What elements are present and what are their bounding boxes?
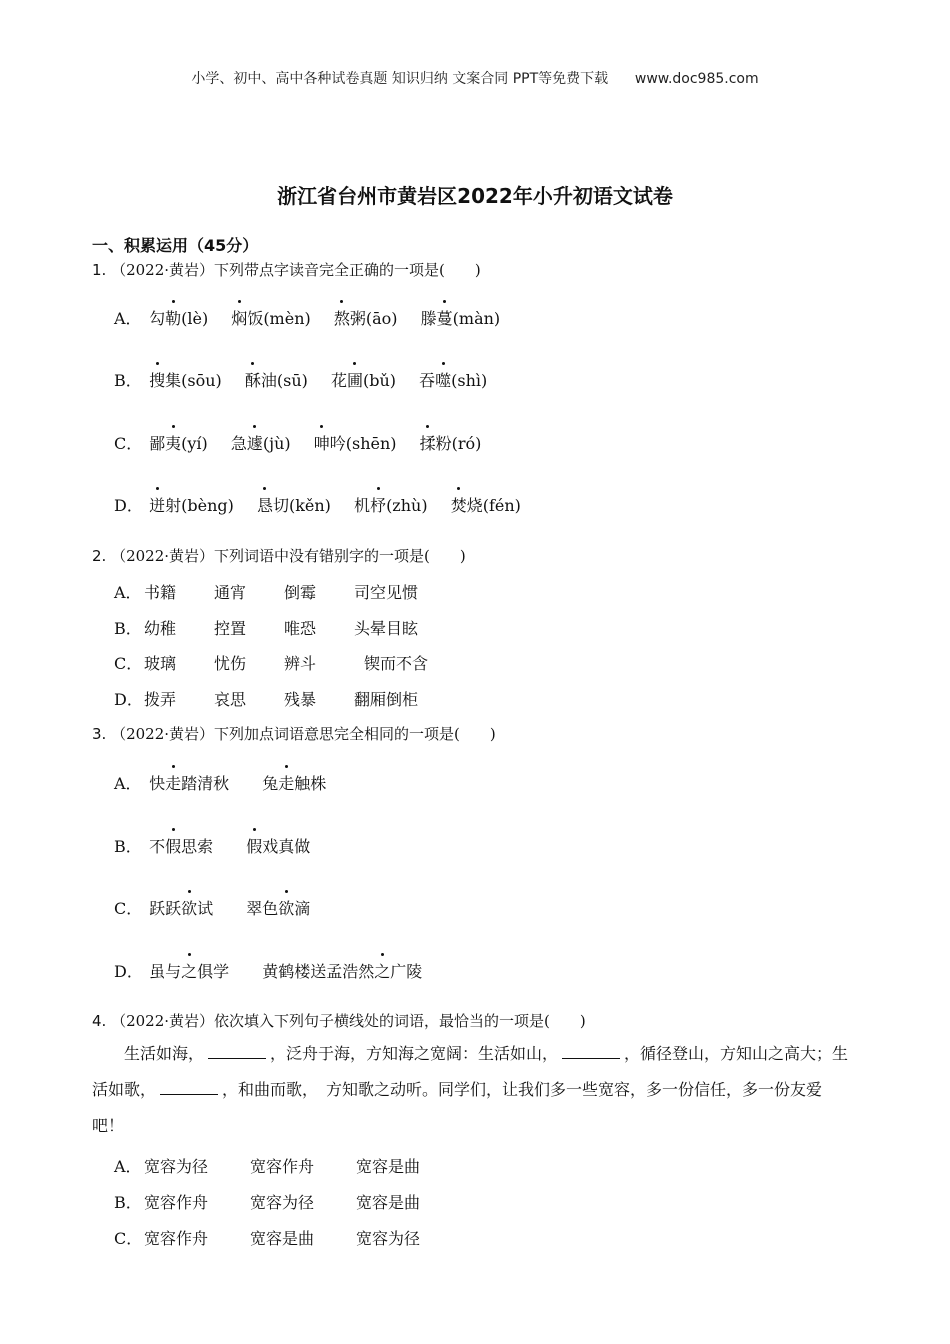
option-label: D． [114, 496, 143, 515]
page-title: 浙江省台州市黄岩区2022年小升初语文试卷 [277, 184, 673, 208]
option-label: B． [114, 1193, 142, 1212]
q4-passage: 生活如海， ，泛舟于海，方知海之宽阔：生活如山， ，循径登山，方知山之高大；生活如歌， ，和曲而歌， 方知歌之动听。同学们，让我们多一些宽容，多一份信任，多一份友爱吧！ [92, 1044, 849, 1135]
word: 熬粥(āo) [334, 306, 398, 329]
option-label: A． [114, 583, 142, 602]
question-number: 3. [92, 725, 107, 743]
q3-option-b [114, 834, 310, 857]
word: 司空见惯 [354, 583, 419, 602]
header-text: 小学、初中、高中各种试卷真题 知识归纳 文案合同 PPT等免费下载 [191, 71, 609, 87]
question-number: 4. [92, 1012, 107, 1030]
answer-blank [562, 1044, 620, 1059]
option-label: C． [114, 899, 143, 918]
word: 迸射(bèng) [149, 493, 234, 516]
word: 翻厢倒柜 [354, 690, 419, 709]
word: 宽容为径 [144, 1157, 209, 1176]
phrase: 快走踏清秋 [149, 771, 229, 794]
option-label: D． [114, 690, 143, 709]
phrase: 虽与之俱学 [149, 959, 229, 982]
q2-option-a [114, 580, 418, 603]
q4-option-b [114, 1190, 420, 1213]
q3-option-c [114, 896, 310, 919]
word: 残暴 [284, 690, 317, 709]
word: 吞噬(shì) [419, 368, 487, 391]
word: 宽容是曲 [356, 1193, 421, 1212]
option-label: A． [114, 1157, 142, 1176]
question-number: 2. [92, 547, 107, 565]
option-label: C． [114, 654, 143, 673]
section-heading: 一、积累运用（45分） [92, 236, 259, 255]
question-1 [92, 259, 481, 280]
q4-option-a [114, 1154, 420, 1177]
word: 勾勒(lè) [149, 306, 208, 329]
word: 锲而不含 [364, 654, 429, 673]
word: 揉粉(ró) [420, 431, 482, 454]
option-label: B． [114, 371, 142, 390]
word: 幼稚 [144, 619, 177, 638]
option-label: C． [114, 434, 143, 453]
q1-option-a [114, 306, 518, 329]
phrase: 假戏真做 [246, 837, 310, 856]
word: 恳切(kěn) [257, 493, 331, 516]
q3-option-a [114, 771, 326, 794]
phrase: 兔走触株 [262, 774, 326, 793]
word: 宽容作舟 [250, 1157, 315, 1176]
phrase: 不假思索 [149, 834, 213, 857]
q2-option-c [114, 651, 428, 674]
question-2 [92, 545, 466, 566]
word: 玻璃 [144, 654, 177, 673]
word: 头晕目眩 [354, 619, 419, 638]
answer-blank [208, 1044, 266, 1059]
word: 书籍 [144, 583, 177, 602]
q2-option-b [114, 616, 418, 639]
word: 呻吟(shēn) [314, 431, 397, 454]
word: 搜集(sōu) [149, 368, 222, 391]
question-stem: （2022·黄岩）下列词语中没有错别字的一项是( ) [111, 547, 466, 565]
q1-option-b [114, 368, 505, 391]
phrase: 翠色欲滴 [246, 899, 310, 918]
word: 宽容是曲 [250, 1229, 315, 1248]
word: 控置 [214, 619, 247, 638]
q3-option-d [114, 959, 422, 982]
q4-option-c [114, 1226, 420, 1249]
word: 宽容作舟 [144, 1229, 209, 1248]
q1-option-d [114, 493, 539, 516]
word: 急遽(jù) [231, 431, 291, 454]
option-label: B． [114, 619, 142, 638]
word: 宽容为径 [356, 1229, 421, 1248]
word: 唯恐 [284, 619, 317, 638]
option-label: A． [114, 309, 142, 328]
word: 忧伤 [214, 654, 247, 673]
word: 倒霉 [284, 583, 317, 602]
word: 鄙夷(yí) [149, 431, 208, 454]
word: 焚烧(fén) [451, 493, 521, 516]
word: 宽容为径 [250, 1193, 315, 1212]
word: 拨弄 [144, 690, 177, 709]
option-label: D． [114, 962, 143, 981]
question-stem: （2022·黄岩）依次填入下列句子横线处的词语，最恰当的一项是( ) [111, 1012, 586, 1030]
word: 宽容作舟 [144, 1193, 209, 1212]
phrase: 跃跃欲试 [149, 896, 213, 919]
question-stem: （2022·黄岩）下列加点词语意思完全相同的一项是( ) [111, 725, 496, 743]
question-4 [92, 1010, 586, 1031]
answer-blank [160, 1080, 218, 1095]
q1-option-c [114, 431, 499, 454]
word: 通宵 [214, 583, 247, 602]
header-site: www.doc985.com [634, 71, 759, 87]
question-3 [92, 723, 496, 744]
word: 焖饭(mèn) [231, 306, 310, 329]
q2-option-d [114, 687, 418, 710]
word: 酥油(sū) [245, 368, 308, 391]
option-label: B． [114, 837, 142, 856]
word: 宽容是曲 [356, 1157, 421, 1176]
page-header [0, 68, 950, 88]
option-label: C． [114, 1229, 143, 1248]
word: 辨斗 [284, 654, 317, 673]
word: 机杼(zhù) [354, 493, 428, 516]
question-stem: （2022·黄岩）下列带点字读音完全正确的一项是( ) [111, 261, 481, 279]
option-label: A． [114, 774, 142, 793]
phrase: 黄鹤楼送孟浩然之广陵 [262, 962, 422, 981]
word: 花圃(bǔ) [331, 368, 396, 391]
word: 哀思 [214, 690, 247, 709]
question-number: 1. [92, 261, 107, 279]
word: 滕蔓(màn) [421, 306, 501, 329]
